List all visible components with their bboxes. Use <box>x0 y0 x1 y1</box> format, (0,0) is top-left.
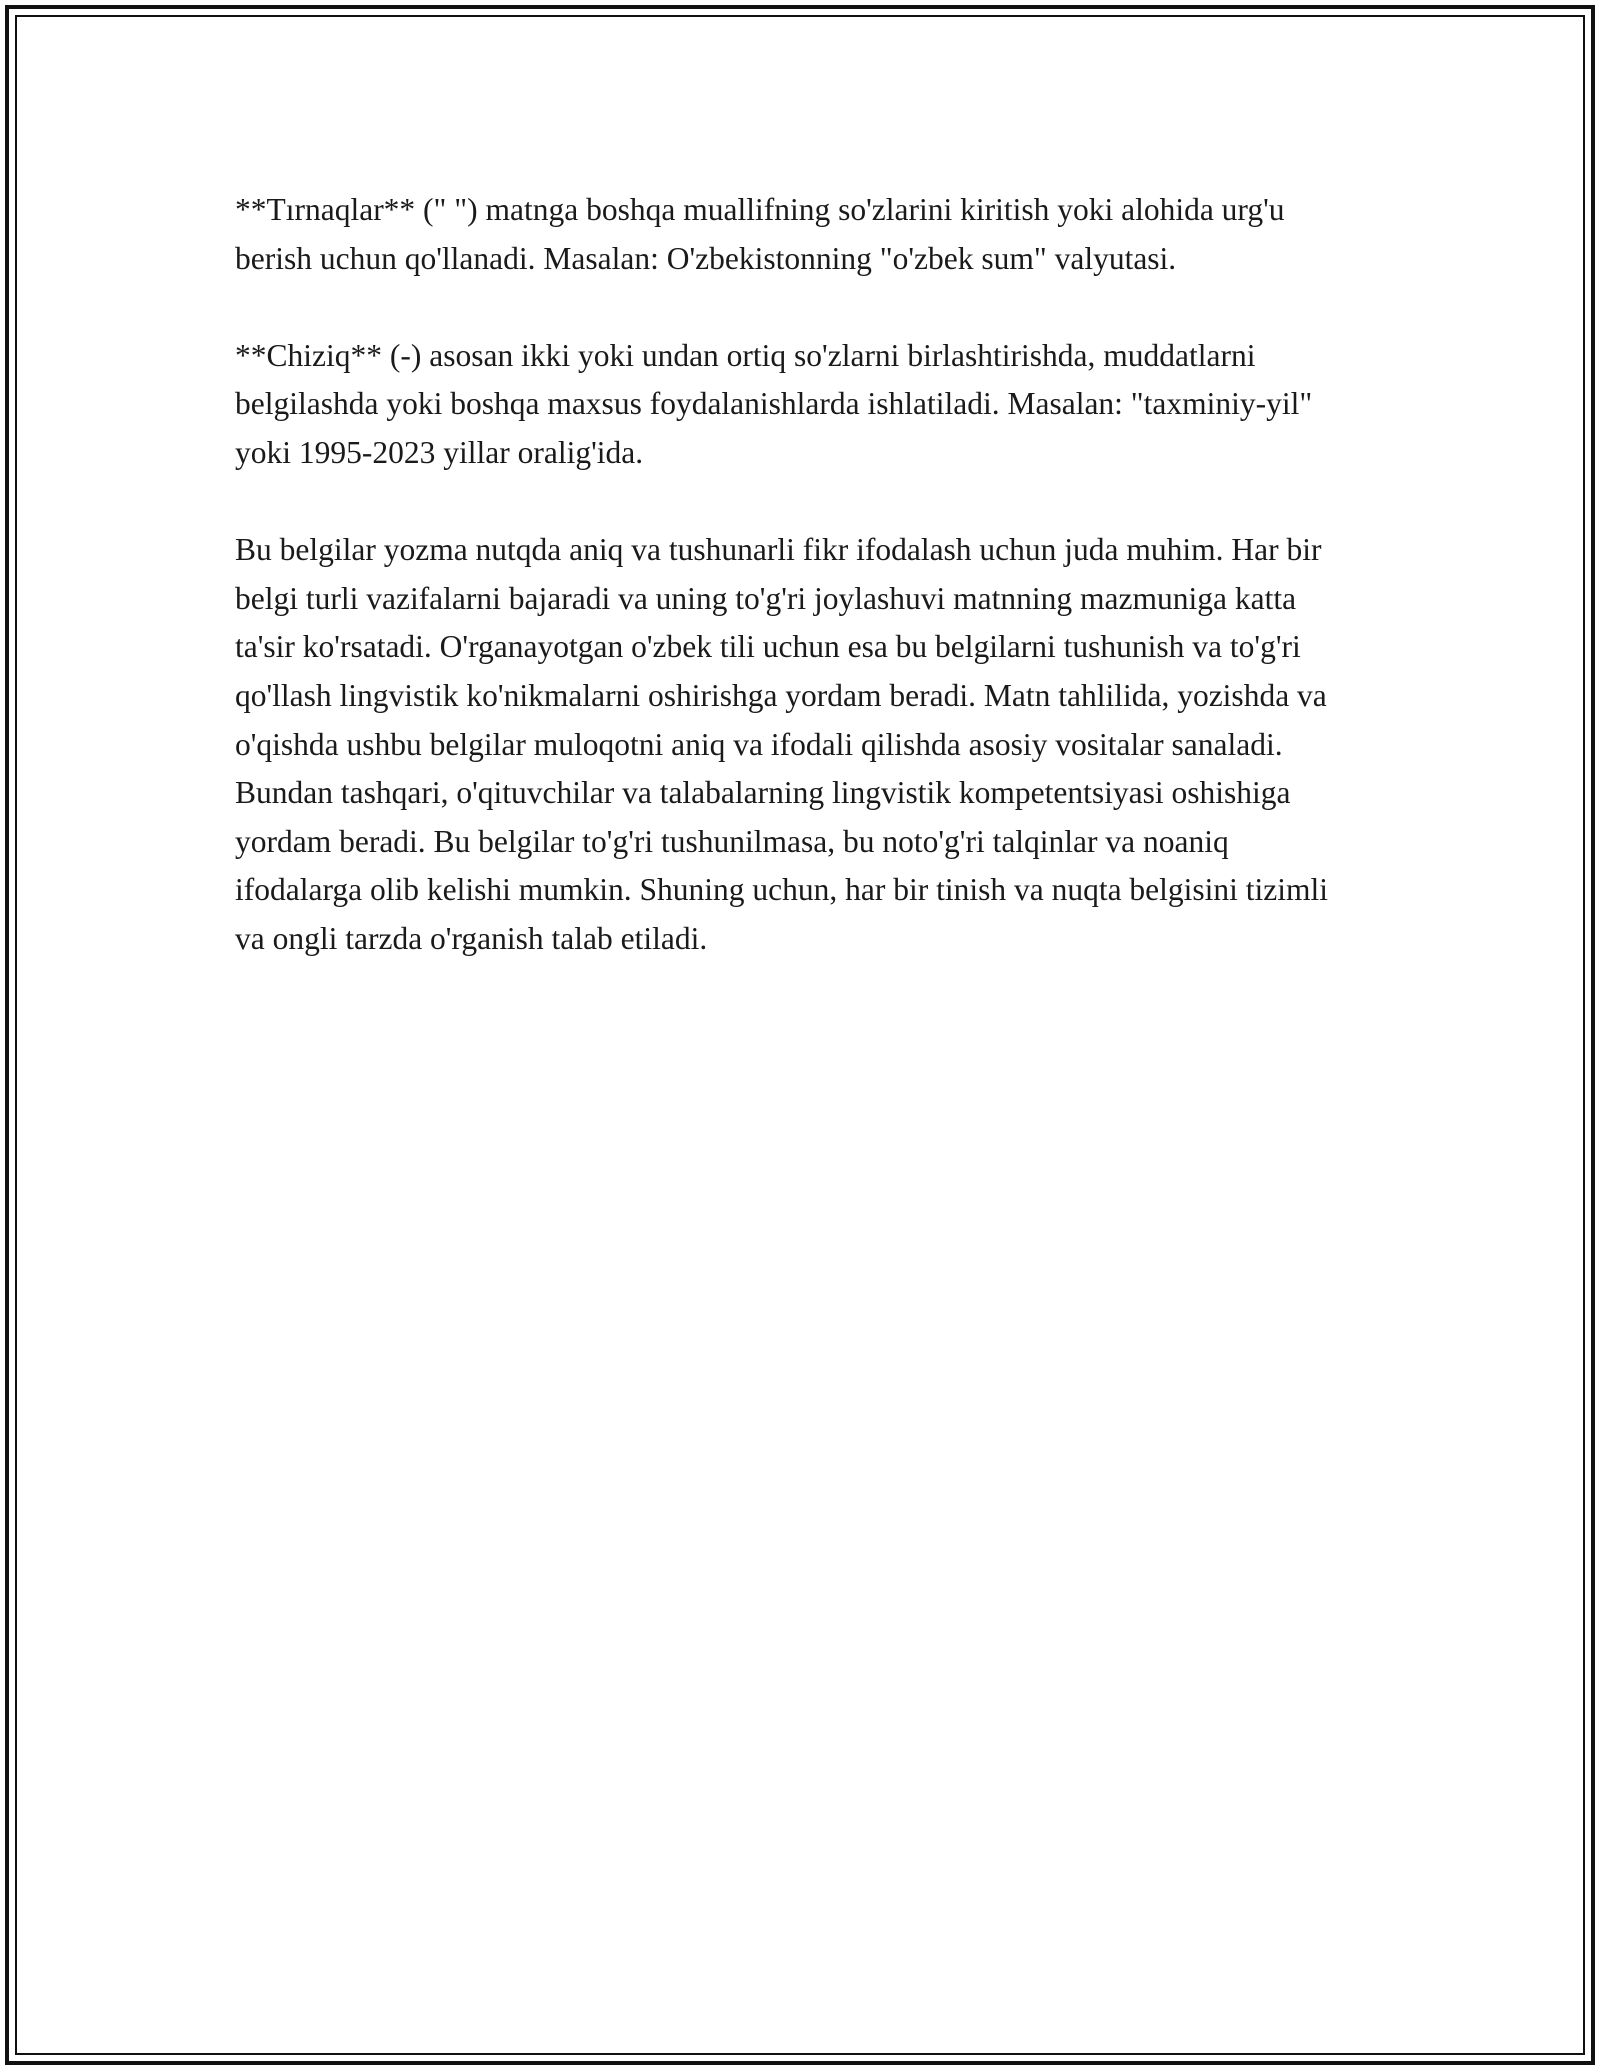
document-body <box>235 186 1355 1012</box>
paragraph-summary: Bu belgilar yozma nutqda aniq va tushunarli fikr ifodalash uchun juda muhim. Har bir belgi turli vazifalarni bajaradi va uning to'g'ri joylashuvi matnning mazmuniga katta ta'sir ko'rsatadi. O'rganayotgan o'zbek tili uchun esa bu belgilarni tushunish va to'g'ri qo'llash lingvistik ko'nikmalarni oshirishga yordam beradi. Matn tahlilida, yozishda va o'qishda ushbu belgilar muloqotni aniq va ifodali qilishda asosiy vositalar sanaladi. Bundan tashqari, o'qituvchilar va talabalarning lingvistik kompetentsiyasi oshishiga yordam beradi. Bu belgilar to'g'ri tushunilmasa, bu noto'g'ri talqinlar va noaniq ifodalarga olib kelishi mumkin. Shuning uchun, har bir tinish va nuqta belgisini tizimli va ongli tarzda o'rganish talab etiladi. <box>235 532 1329 956</box>
paragraph-quotation-marks: **Tırnaqlar** (" ") matnga boshqa muallifning so'zlarini kiritish yoki alohida urg'u berish uchun qo'llanadi. Masalan: O'zbekistonning "o'zbek sum" valyutasi. <box>235 192 1285 276</box>
paragraph-dash: **Chiziq** (-) asosan ikki yoki undan ortiq so'zlarni birlashtirishda, muddatlarni belgilashda yoki boshqa maxsus foydalanishlarda ishlatiladi. Masalan: "taxminiy-yil" yoki 1995-2023 yillar oralig'ida. <box>235 337 1313 470</box>
